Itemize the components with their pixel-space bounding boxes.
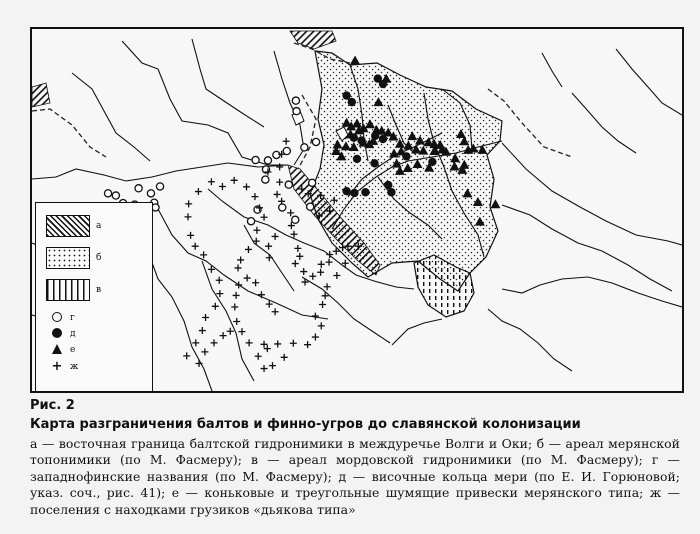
legend-letter: б (96, 253, 102, 263)
filled-circle-marker (350, 189, 358, 197)
cross-marker (318, 261, 325, 268)
cross-marker (312, 313, 319, 320)
triangle-marker (490, 199, 500, 208)
cross-marker (253, 227, 260, 234)
cross-marker (264, 345, 271, 352)
cross-marker (333, 272, 340, 279)
cross-marker (272, 308, 279, 315)
cross-marker (185, 200, 192, 207)
map (30, 27, 684, 393)
cross-marker (326, 259, 333, 266)
cross-marker (183, 352, 190, 359)
cross-marker (200, 251, 207, 258)
cross-marker (309, 273, 316, 280)
legend-item-b (46, 247, 101, 269)
open-circle-marker (252, 156, 259, 163)
filled-circle-marker (384, 181, 392, 189)
filled-circle-marker (353, 155, 361, 163)
cross-marker (192, 339, 199, 346)
legend-letter: д (70, 329, 76, 339)
cross-marker (235, 281, 242, 288)
open-circle-marker (112, 192, 119, 199)
cross-marker (227, 328, 234, 335)
legend-item-d (50, 327, 76, 341)
legend-item-e (50, 343, 75, 357)
legend-item-v (46, 279, 101, 301)
legend-swatch-dashes (46, 279, 90, 301)
cross-marker (274, 191, 281, 198)
cross-marker (266, 254, 273, 261)
cross-marker (243, 183, 250, 190)
cross-marker (196, 360, 203, 367)
open-circle-marker (247, 218, 254, 225)
cross-marker (220, 332, 227, 339)
cross-marker (302, 279, 309, 286)
cross-marker (185, 213, 192, 220)
legend-item-g (50, 311, 75, 325)
cross-marker (251, 193, 258, 200)
hatched-fragment-west (32, 83, 50, 107)
open-circle-marker (292, 97, 299, 104)
cross-marker (324, 283, 331, 290)
cross-marker (208, 178, 215, 185)
cross-icon: + (51, 359, 63, 374)
cross-marker (312, 334, 319, 341)
open-circle-marker (283, 147, 290, 154)
legend-letter: а (96, 221, 102, 231)
figure-description: а — восточная граница балтской гидронимики в междуречье Волги и Оки; б — ареал мерянской топонимики (по М. Фасмеру); в — ареал мордовской гидронимики (по М. Фасмеру); г — западнофинские названия (по М. Фасмеру); д — височные кольца мери (по Е. И. Горюновой; указ. соч., рис. 41); е — коньковые и треугольные шумящие привески мерянского типа; ж — поселения с находками грузиков «дьякова типа» (30, 436, 680, 517)
cross-marker (290, 340, 297, 347)
cross-marker (202, 314, 209, 321)
cross-marker (212, 303, 219, 310)
cross-marker (238, 328, 245, 335)
legend (35, 202, 153, 393)
legend-swatch-dots (46, 247, 90, 269)
legend-letter: в (96, 285, 102, 295)
triangle-icon (52, 344, 62, 354)
cross-marker (294, 245, 301, 252)
cross-marker (317, 269, 324, 276)
cross-marker (300, 268, 307, 275)
caption (30, 398, 680, 518)
filled-circle-marker (342, 91, 350, 99)
filled-circle-icon (52, 328, 62, 338)
cross-marker (231, 177, 238, 184)
cross-marker (199, 327, 206, 334)
open-circle-marker (156, 183, 163, 190)
cross-marker (290, 231, 297, 238)
open-circle-marker (309, 179, 316, 186)
cross-marker (276, 179, 283, 186)
cross-marker (235, 264, 242, 271)
cross-marker (319, 301, 326, 308)
open-circle-marker (285, 181, 292, 188)
figure-title: Карта разграничения балтов и финно-угров до славянской колонизации (30, 417, 581, 432)
cross-marker (244, 275, 251, 282)
cross-marker (287, 209, 294, 216)
cross-marker (211, 339, 218, 346)
open-circle-marker (279, 204, 286, 211)
figure-label: Рис. 2 (30, 398, 75, 413)
cross-marker (231, 304, 238, 311)
legend-letter: г (70, 313, 75, 323)
cross-marker (233, 318, 240, 325)
open-circle-icon (52, 312, 62, 322)
cross-marker (261, 341, 268, 348)
cross-marker (252, 279, 259, 286)
filled-circle-marker (342, 187, 350, 195)
cross-marker (201, 348, 208, 355)
open-circle-marker (264, 157, 271, 164)
open-circle-marker (135, 185, 142, 192)
triangle-marker (350, 55, 360, 64)
cross-marker (292, 260, 299, 267)
legend-swatch-hatch (46, 215, 90, 237)
cross-marker (253, 238, 260, 245)
cross-marker (274, 340, 281, 347)
filled-circle-marker (370, 159, 378, 167)
legend-letter: ж (70, 362, 79, 372)
cross-marker (261, 365, 268, 372)
cross-marker (216, 290, 223, 297)
cross-marker (258, 291, 265, 298)
filled-circle-marker (387, 188, 395, 196)
filled-circle-marker (361, 188, 369, 196)
open-circle-marker (293, 108, 300, 115)
cross-marker (219, 183, 226, 190)
cross-marker (192, 243, 199, 250)
cross-marker (246, 339, 253, 346)
open-circle-marker (273, 151, 280, 158)
open-circle-marker (104, 190, 111, 197)
cross-marker (265, 243, 272, 250)
cross-marker (272, 233, 279, 240)
open-circle-marker (147, 190, 154, 197)
cross-marker (304, 341, 311, 348)
cross-marker (255, 353, 262, 360)
open-circle-marker (301, 144, 308, 151)
legend-letter: е (70, 345, 76, 355)
cross-marker (195, 188, 202, 195)
open-circle-marker (312, 138, 319, 145)
cross-marker (237, 256, 244, 263)
cross-marker (187, 232, 194, 239)
legend-item-a (46, 215, 101, 237)
open-circle-marker (292, 216, 299, 223)
cross-marker (296, 253, 303, 260)
cross-marker (216, 277, 223, 284)
hatched-fragment-north (290, 31, 336, 49)
cross-marker (283, 138, 290, 145)
filled-circle-marker (348, 98, 356, 106)
cross-marker (318, 322, 325, 329)
cross-marker (261, 214, 268, 221)
cross-marker (281, 354, 288, 361)
legend-item-zh (50, 360, 78, 374)
cross-marker (269, 362, 276, 369)
cross-marker (245, 246, 252, 253)
open-circle-marker (262, 176, 269, 183)
cross-marker (233, 292, 240, 299)
open-circle-marker (307, 203, 314, 210)
